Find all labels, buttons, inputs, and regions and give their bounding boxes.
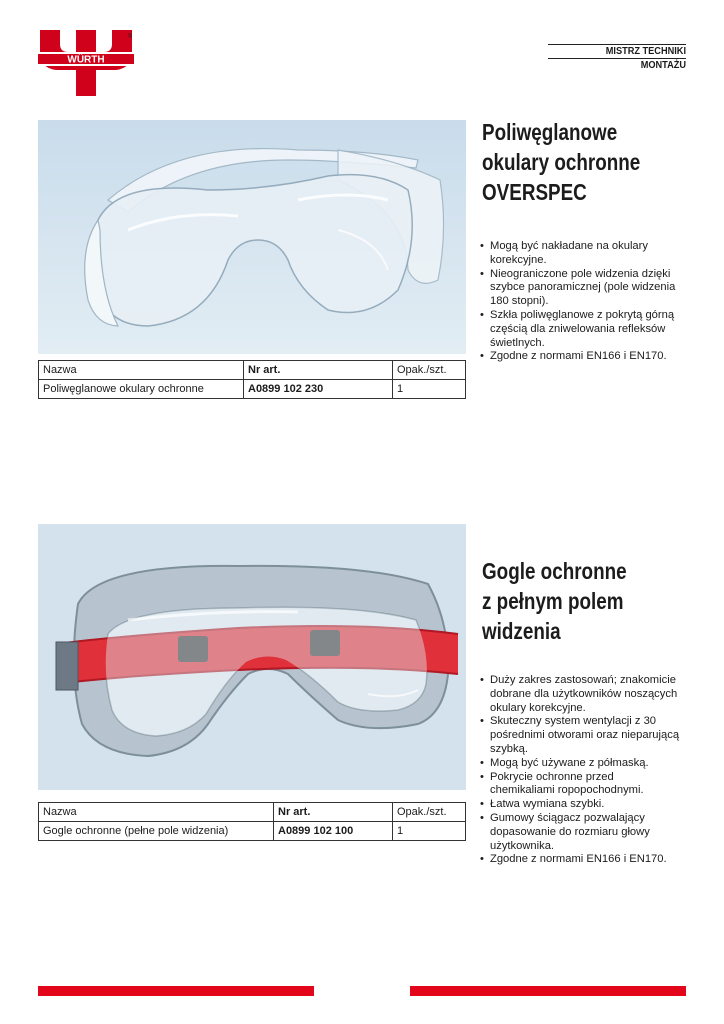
product2-title [482,556,654,646]
product2-feature: • Duży zakres zastosowań; znakomicie dobrane dla użytkowników noszących okulary korekcyjne. [480,674,680,715]
product1-table [38,360,466,399]
wurth-logo [38,30,134,98]
header-line-2: MONTAŻU [548,58,686,72]
product2-title-line-3: widzenia [482,618,561,644]
product1-title-line-3: OVERSPEC [482,179,587,205]
overspec-glasses-photo [38,120,466,354]
product2-feature: • Mogą być używane z półmaską. [480,757,680,771]
full-field-goggles-photo [38,524,466,790]
table-header-row [39,361,466,380]
header-pack: Opak./szt. [393,361,466,380]
product2-feature: • Skuteczny system wentylacji z 30 pośrednimi otworami oraz nieparującą szybką. [480,715,680,756]
product2-features [480,674,680,867]
product1-feature: • Zgodne z normami EN166 i EN170. [480,350,680,364]
product2-feature: • Zgodne z normami EN166 i EN170. [480,853,680,867]
cell-art-no: A0899 102 100 [274,822,393,841]
product2-feature: • Gumowy ściągacz pozwalający dopasowanie do rozmiaru głowy użytkownika. [480,812,680,853]
product2-title-line-2: z pełnym polem [482,588,624,614]
product1-feature: • Szkła poliwęglanowe z pokrytą górną częścią dla zniwelowania refleksów świetlnych. [480,309,680,350]
registered-mark: ® [127,34,133,40]
product2-feature: • Pokrycie ochronne przed chemikaliami ropopochodnymi. [480,771,680,799]
product1-feature: • Mogą być nakładane na okulary korekcyjne. [480,240,680,268]
product1-title-line-1: Poliwęglanowe [482,119,618,145]
cell-art-no: A0899 102 230 [244,380,393,399]
header-art-no: Nr art. [274,803,393,822]
footer-bar-right [410,986,686,996]
product1-title-line-2: okulary ochronne [482,149,641,175]
cell-pack: 1 [393,380,466,399]
table-row [39,822,466,841]
product1-feature: • Nieograniczone pole widzenia dzięki szybce panoramicznej (pole widzenia 180 stopni). [480,268,680,309]
table-header-row [39,803,466,822]
header-name: Nazwa [39,361,244,380]
product2-table [38,802,466,841]
product2-title-line-1: Gogle ochronne [482,558,627,584]
cell-name: Poliwęglanowe okulary ochronne [39,380,244,399]
product1-features [480,240,680,364]
cell-pack: 1 [393,822,466,841]
logo-text: WÜRTH [67,54,105,66]
cell-name: Gogle ochronne (pełne pole widzenia) [39,822,274,841]
table-row [39,380,466,399]
header-pack: Opak./szt. [393,803,466,822]
footer-bar-left [38,986,314,996]
header-line-1: MISTRZ TECHNIKI [548,44,686,58]
header-name: Nazwa [39,803,274,822]
product1-title [482,117,654,207]
product2-feature: • Łatwa wymiana szybki. [480,798,680,812]
header-series [536,44,686,72]
header-art-no: Nr art. [244,361,393,380]
